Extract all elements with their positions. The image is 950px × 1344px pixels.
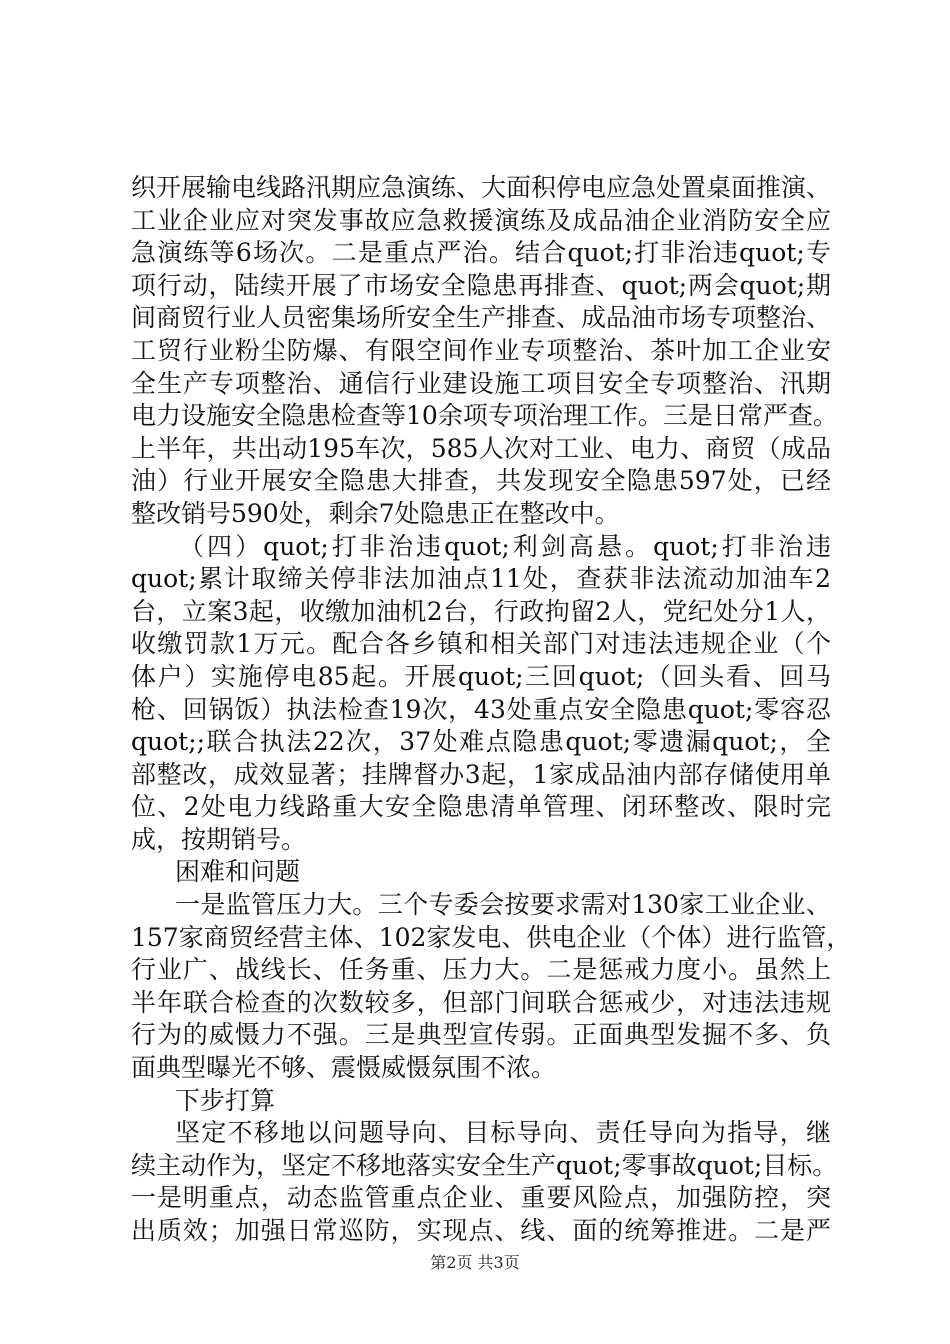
text-line: 面典型曝光不够、震慑威慑氛围不浓。 <box>131 1053 557 1083</box>
text-line: 工业企业应对突发事故应急救援演练及成品油企业消防安全应 <box>131 205 831 235</box>
text-line: 全生产专项整治、通信行业建设施工项目安全专项整治、汛期 <box>131 368 831 398</box>
text-line: 成，按期销号。 <box>131 824 307 854</box>
text-line: quot;;联合执法22次，37处难点隐患quot;零遗漏quot;，全 <box>131 727 831 757</box>
text-line: 坚定不移地以问题导向、目标导向、责任导向为指导，继 <box>175 1118 831 1148</box>
text-line: 一是监管压力大。三个专委会按要求需对130家工业企业、 <box>175 890 831 920</box>
text-line: 部整改，成效显著；挂牌督办3起，1家成品油内部存储使用单 <box>131 759 831 789</box>
text-line: 体户）实施停电85起。开展quot;三回quot;（回头看、回马 <box>131 661 831 691</box>
text-line: 收缴罚款1万元。配合各乡镇和相关部门对违法违规企业（个 <box>131 629 831 659</box>
text-line: 工贸行业粉尘防爆、有限空间作业专项整治、茶叶加工企业安 <box>131 335 831 365</box>
section-heading: 下步打算 <box>175 1085 276 1115</box>
text-line: 一是明重点，动态监管重点企业、重要风险点，加强防控，突 <box>131 1183 831 1213</box>
text-line: 出质效；加强日常巡防，实现点、线、面的统筹推进。二是严 <box>131 1216 831 1245</box>
text-line: quot;累计取缔关停非法加油点11处，查获非法流动加油车2 <box>131 564 831 594</box>
text-line: 台，立案3起，收缴加油机2台，行政拘留2人，党纪处分1人， <box>131 596 831 626</box>
text-line: 急演练等6场次。二是重点严治。结合quot;打非治违quot;专 <box>131 238 831 268</box>
text-line: 行业广、战线长、任务重、压力大。二是惩戒力度小。虽然上 <box>131 955 831 985</box>
text-line: 半年联合检查的次数较多，但部门间联合惩戒少，对违法违规 <box>131 987 831 1017</box>
section-heading: 困难和问题 <box>175 857 301 887</box>
text-line: （四）quot;打非治违quot;利剑高悬。quot;打非治违 <box>179 531 831 561</box>
text-line: 整改销号590处，剩余7处隐患正在整改中。 <box>131 498 620 528</box>
text-line: 项行动，陆续开展了市场安全隐患再排查、quot;两会quot;期 <box>131 270 831 300</box>
text-line: 续主动作为，坚定不移地落实安全生产quot;零事故quot;目标。 <box>131 1150 838 1180</box>
text-line: 枪、回锅饭）执法检查19次，43处重点安全隐患quot;零容忍 <box>131 694 831 724</box>
text-line: 间商贸行业人员密集场所安全生产排查、成品油市场专项整治、 <box>131 303 832 333</box>
text-line: 上半年，共出动195车次，585人次对工业、电力、商贸（成品 <box>131 433 831 463</box>
text-line: 油）行业开展安全隐患大排查，共发现安全隐患597处，已经 <box>131 466 831 496</box>
text-line: 电力设施安全隐患检查等10余项专项治理工作。三是日常严查。 <box>131 401 838 431</box>
text-line: 行为的威慑力不强。三是典型宣传弱。正面典型发掘不多、负 <box>131 1020 831 1050</box>
text-line: 织开展输电线路汛期应急演练、大面积停电应急处置桌面推演、 <box>131 173 832 202</box>
document-body <box>131 172 852 1248</box>
text-line: 157家商贸经营主体、102家发电、供电企业（个体）进行监管， <box>131 922 852 952</box>
text-line: 位、2处电力线路重大安全隐患清单管理、闭环整改、限时完 <box>131 792 831 822</box>
page-number-footer: 第2页 共3页 <box>430 1253 520 1272</box>
